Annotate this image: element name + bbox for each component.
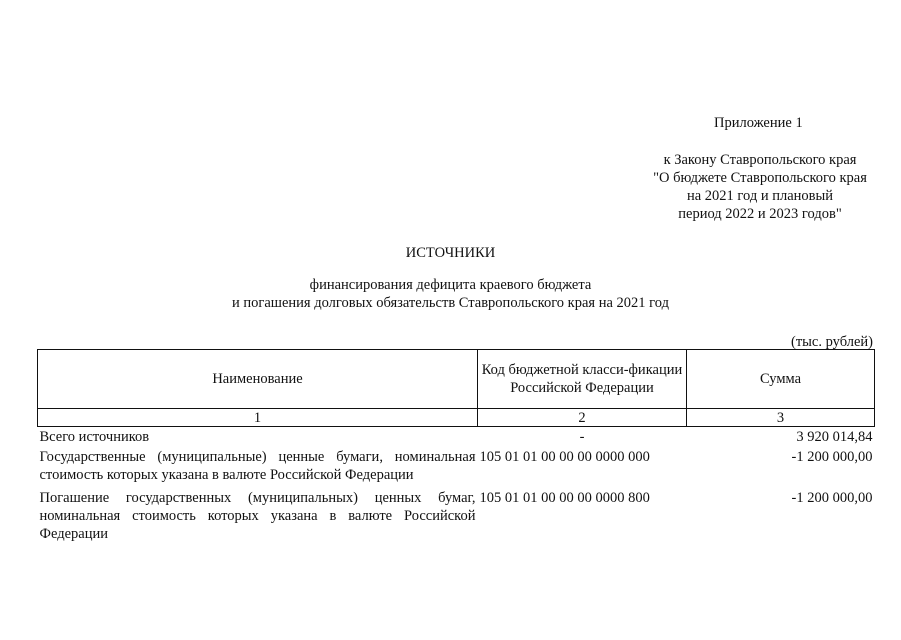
column-number: 3 xyxy=(687,409,875,427)
table-row-total xyxy=(38,427,875,447)
subheading-line: финансирования дефицита краевого бюджета xyxy=(309,277,592,293)
row-code: - xyxy=(579,429,585,445)
law-reference-line: "О бюджете Ставропольского края xyxy=(653,170,867,186)
row-amount: -1 200 000,00 xyxy=(791,490,873,506)
document-heading: ИСТОЧНИКИ xyxy=(405,245,496,261)
header-code: Код бюджетной класси-фикации Российской Федерации xyxy=(478,350,687,409)
subheading-line: и погашения долговых обязательств Ставропольского края на 2021 год xyxy=(232,295,669,311)
row-code: 105 01 01 00 00 00 0000 000 xyxy=(479,449,650,465)
appendix-title: Приложение 1 xyxy=(714,115,803,131)
document-subheading xyxy=(0,276,901,312)
row-amount: -1 200 000,00 xyxy=(791,449,873,465)
row-code: 105 01 01 00 00 00 0000 800 xyxy=(479,490,650,506)
table-row xyxy=(38,487,875,546)
header-name: Наименование xyxy=(38,350,478,409)
row-name: Государственные (муниципальные) ценные бумаги, номинальная стоимость которых указана в валюте Российской Федерации xyxy=(39,449,476,483)
law-reference-line: к Закону Ставропольского края xyxy=(663,152,857,168)
law-reference-line: на 2021 год и плановый xyxy=(686,188,834,204)
row-name: Погашение государственных (муниципальных) ценных бумаг, номинальная стоимость которых указана в валюте Российской Федерации xyxy=(39,490,476,542)
law-reference xyxy=(620,151,900,223)
column-number-row xyxy=(38,409,875,427)
row-amount: 3 920 014,84 xyxy=(796,429,873,445)
table-header-row xyxy=(38,350,875,409)
header-amount: Сумма xyxy=(687,350,875,409)
table-row xyxy=(38,446,875,487)
column-number: 2 xyxy=(478,409,687,427)
column-number: 1 xyxy=(38,409,478,427)
law-reference-line: период 2022 и 2023 годов" xyxy=(678,206,842,222)
row-name: Всего источников xyxy=(39,429,150,445)
units-label: (тыс. рублей) xyxy=(791,334,873,350)
sources-table xyxy=(37,349,875,546)
